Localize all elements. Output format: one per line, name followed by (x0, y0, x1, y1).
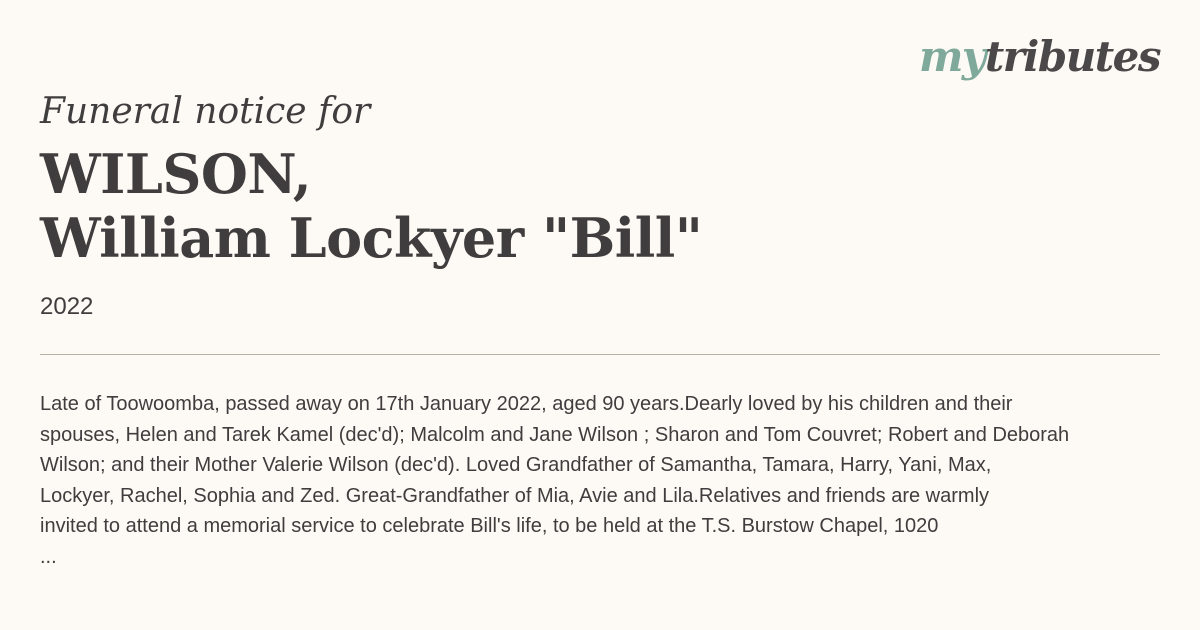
deceased-name (40, 142, 702, 270)
notice-kicker: Funeral notice for (40, 91, 371, 132)
notice-year: 2022 (40, 293, 94, 320)
notice-body-line: invited to attend a memorial service to celebrate Bill's life, to be held at the T.S. Burstow Chapel, 1020 (40, 515, 939, 537)
notice-body-line: Wilson; and their Mother Valerie Wilson (dec'd). Loved Grandfather of Samantha, Tamara, Harry, Yani, Max, (40, 454, 992, 476)
logo-tributes: tributes (984, 32, 1160, 81)
notice-body (40, 389, 1190, 572)
mytributes-logo[interactable] (918, 32, 1160, 81)
divider (40, 354, 1160, 355)
notice-body-line: spouses, Helen and Tarek Kamel (dec'd); Malcolm and Jane Wilson ; Sharon and Tom Couvret; Robert and Deborah (40, 423, 1070, 446)
notice-body-line: Late of Toowoomba, passed away on 17th January 2022, aged 90 years.Dearly loved by his children and their (40, 393, 1013, 415)
deceased-surname: WILSON, (40, 142, 312, 206)
notice-body-line: Lockyer, Rachel, Sophia and Zed. Great-Grandfather of Mia, Avie and Lila.Relatives and friends are warmly (40, 484, 990, 507)
logo-my: my (918, 32, 985, 81)
deceased-given-names: William Lockyer "Bill" (40, 206, 703, 270)
notice-body-ellipsis: ... (40, 545, 57, 568)
